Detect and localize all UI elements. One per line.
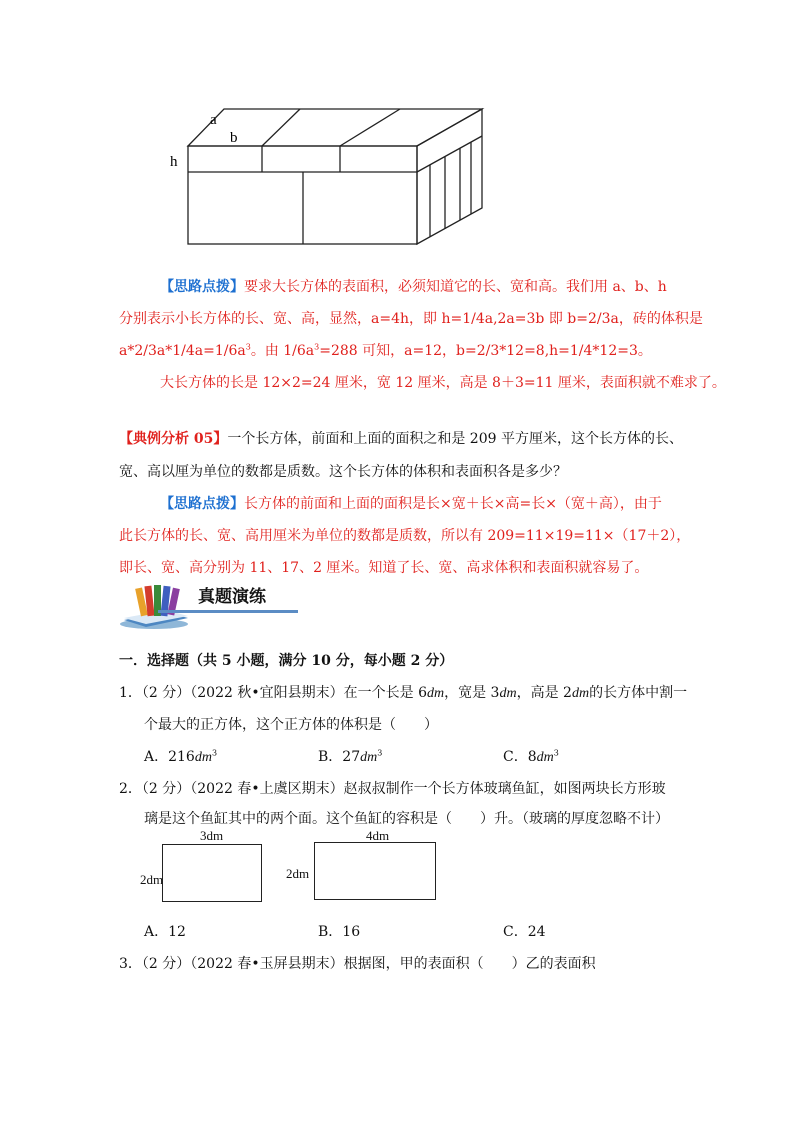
books-icon bbox=[118, 582, 198, 632]
label-a: a bbox=[210, 112, 217, 128]
hint1-line1: 【思路点拨】要求大长方体的表面积，必须知道它的长、宽和高。我们用 a、b、h bbox=[160, 279, 667, 295]
hint1-line3: $a*2/3a*1/4a=1/6a^3$。由 $1/6a^3=288$ 可知，a=12，b=2/3*12=8,h=1/4*12=3。 bbox=[119, 342, 652, 359]
hint1-line2: 分别表示小长方体的长、宽、高，显然，a=4h，即 h=1/4a,2a=3b 即 b=2/3a，砖的体积是 bbox=[119, 311, 703, 327]
banner-underline bbox=[158, 610, 298, 613]
hint2-line2: 此长方体的长、宽、高用厘米为单位的数都是质数，所以有 209=11×19=11×（17＋2）， bbox=[119, 528, 691, 544]
label-h: h bbox=[170, 154, 178, 170]
q2-line2: 璃是这个鱼缸其中的两个面。这个鱼缸的容积是（ ）升。（玻璃的厚度忽略不计） bbox=[144, 811, 669, 827]
example5-line1: 【典例分析 05】一个长方体，前面和上面的面积之和是 209 平方厘米，这个长方体的长、 bbox=[119, 431, 683, 447]
hint1-line4: 大长方体的长是 12×2=24 厘米，宽 12 厘米，高是 8＋3=11 厘米，表面积就不难求了。 bbox=[160, 375, 726, 391]
q2-option-b[interactable]: B．16 bbox=[318, 924, 361, 940]
glass-rect-2 bbox=[314, 842, 436, 900]
rect1-top-label: 3dm bbox=[200, 828, 224, 843]
rect1-side-label: 2dm bbox=[140, 872, 164, 887]
hint2-tag: 【思路点拨】 bbox=[160, 496, 244, 512]
q2-option-a[interactable]: A．12 bbox=[144, 924, 186, 940]
q1-option-c[interactable]: C．$8dm^3$ bbox=[503, 748, 559, 765]
label-b: b bbox=[230, 130, 238, 146]
q1-option-b[interactable]: B．$27dm^3$ bbox=[318, 748, 383, 765]
banner-title: 真题演练 bbox=[198, 587, 266, 607]
q1-line2: 个最大的正方体，这个正方体的体积是（ ） bbox=[144, 717, 438, 733]
q3-line1: 3．（2 分）（2022 春•玉屏县期末）根据图，甲的表面积（ ）乙的表面积 bbox=[119, 956, 596, 972]
section-heading: 一．选择题（共 5 小题，满分 10 分，每小题 2 分） bbox=[119, 653, 454, 669]
section-banner bbox=[118, 574, 298, 630]
brick-box-figure bbox=[160, 100, 500, 250]
hint1-tag: 【思路点拨】 bbox=[160, 279, 244, 295]
q1-line1: 1．（2 分）（2022 秋•宜阳县期末）在一个长是 6dm，宽是 3dm，高是 2dm的长方体中割一 bbox=[119, 685, 688, 701]
q1-option-a[interactable]: A．$216dm^3$ bbox=[144, 748, 218, 765]
q2-figure bbox=[140, 828, 460, 908]
hint2-line3: 即长、宽、高分别为 11、17、2 厘米。知道了长、宽、高求体积和表面积就容易了。 bbox=[119, 560, 649, 576]
q2-line1: 2．（2 分）（2022 春•上虞区期末）赵叔叔制作一个长方体玻璃鱼缸，如图两块长方形玻 bbox=[119, 781, 666, 797]
hint2-line1: 【思路点拨】长方体的前面和上面的面积是长×宽＋长×高=长×（宽＋高），由于 bbox=[160, 496, 662, 512]
glass-rect-1 bbox=[162, 844, 262, 902]
example5-tag: 【典例分析 05】 bbox=[119, 431, 228, 447]
rect2-top-label: 4dm bbox=[366, 828, 390, 843]
q2-option-c[interactable]: C．24 bbox=[503, 924, 546, 940]
example5-line2: 宽、高以厘为单位的数都是质数。这个长方体的体积和表面积各是多少？ bbox=[119, 464, 567, 480]
rect2-side-label: 2dm bbox=[286, 866, 310, 881]
